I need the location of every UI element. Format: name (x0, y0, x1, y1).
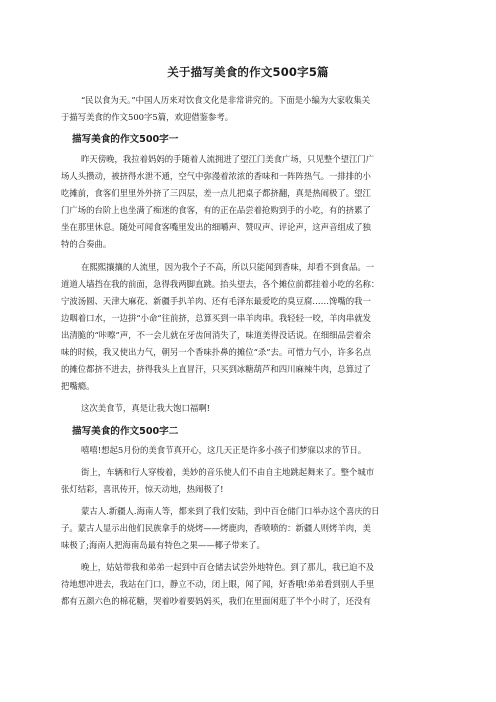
paragraph-line: 在熙熙攘攘的人流里，因为我个子不高，所以只能闻到香味，却看不到食品。一 (81, 262, 375, 272)
intro-line: “民以食为天。”中国人历来对饮食文化是非常讲究的。下面是小编为大家收集关 (81, 95, 371, 105)
intro-line: 于描写美食的作文500字5篇，欢迎借鉴参考。 (61, 112, 234, 122)
paragraph-line: 坐在那里休息。随处可闻食客嘴里发出的细嚼声、赞叹声、评论声，这声音组成了独 (61, 222, 371, 232)
paragraph-line: 昨天傍晚，我拉着妈妈的手随着人流拥进了望江门美食广场，只见整个望江门广 (81, 154, 375, 164)
paragraph-line: 嘻嘻!想起5月份的美食节真开心，这几天正是许多小孩子们梦寐以求的节日。 (81, 445, 367, 455)
document-title: 关于描写美食的作文500字5篇 (167, 65, 329, 79)
paragraph-line: 味极了;海南人把海南岛最有特色之果——椰子带来了。 (61, 540, 265, 550)
paragraph-line: 待地想冲进去，我站在门口，静立不动，闭上眼，闻了闻，好香哦!弟弟看到别人手里 (61, 579, 375, 589)
paragraph-line: 宁波汤圆、天津大麻花、新疆手扒羊肉、还有毛泽东最爱吃的臭豆腐……馋嘴的我一 (61, 296, 371, 306)
paragraph-line: 场人头攒动，被挤得水泄不通，空气中弥漫着浓浓的香味和一阵阵热气。一排排的小 (61, 171, 371, 181)
paragraph-line: 门广场的台阶上也坐满了痴迷的食客，有的正在品尝着抢购到手的小吃，有的挤累了 (61, 205, 371, 215)
paragraph-line: 特的合奏曲。 (61, 239, 112, 249)
paragraph-line: 把嘴瘾。 (61, 381, 95, 391)
paragraph-line: 晚上，姑姑带我和弟弟一起到中百仓储去试尝外地特色。到了那儿，我已迫不及 (81, 562, 375, 572)
paragraph-line: 道道人墙挡在我的前面，急得我两脚直跳。抬头望去，各个摊位前都挂着小吃的名称： (61, 279, 380, 289)
paragraph-line: 的摊位都挤不进去，挤得我头上直冒汗，只买到冰糖葫芦和四川麻辣牛肉，总算过了 (61, 364, 371, 374)
paragraph-line: 街上，车辆和行人穿梭着，美妙的音乐使人们不由自主地跳起舞来了。整个城市 (81, 467, 375, 477)
paragraph-line: 出清脆的“咔嚓”声，不一会儿就在牙齿间消失了，味道美得没话说。在细细品尝着余 (61, 330, 372, 340)
paragraph-line: 蒙古人.新疆人.海南人等，都来到了我们安陆，到中百仓储门口举办这个喜庆的日 (81, 506, 380, 516)
paragraph-line: 子。蒙古人显示出他们民族拿手的烧烤——烤鹿肉，香喷喷的：新疆人则烤羊肉，美 (61, 523, 371, 533)
paragraph-line: 张灯结彩，喜讯传开，惊天动地，热闹极了! (61, 484, 224, 494)
paragraph-line: 这次美食节，真是让我大饱口福啊! (81, 403, 210, 413)
essay1-heading: 描写美食的作文500字一 (72, 134, 179, 145)
paragraph-line: 边咽着口水，一边拼“小命”往前挤，总算买到一串羊肉串。我轻轻一咬，羊肉串就发 (61, 313, 372, 323)
essay2-heading: 描写美食的作文500字二 (72, 426, 179, 437)
paragraph-line: 吃摊前，食客们里里外外挤了三四层，差一点儿把桌子都挤翻，真是热闹极了。望江 (61, 188, 371, 198)
paragraph-line: 味的时候，我又使出力气，朝另一个香味扑鼻的摊位“杀”去。可惜力气小，许多名点 (61, 347, 372, 357)
paragraph-line: 都有五颜六色的棉花糖，哭着吵着要妈妈买，我们在里面闲逛了半个小时了，还没有 (61, 596, 371, 606)
